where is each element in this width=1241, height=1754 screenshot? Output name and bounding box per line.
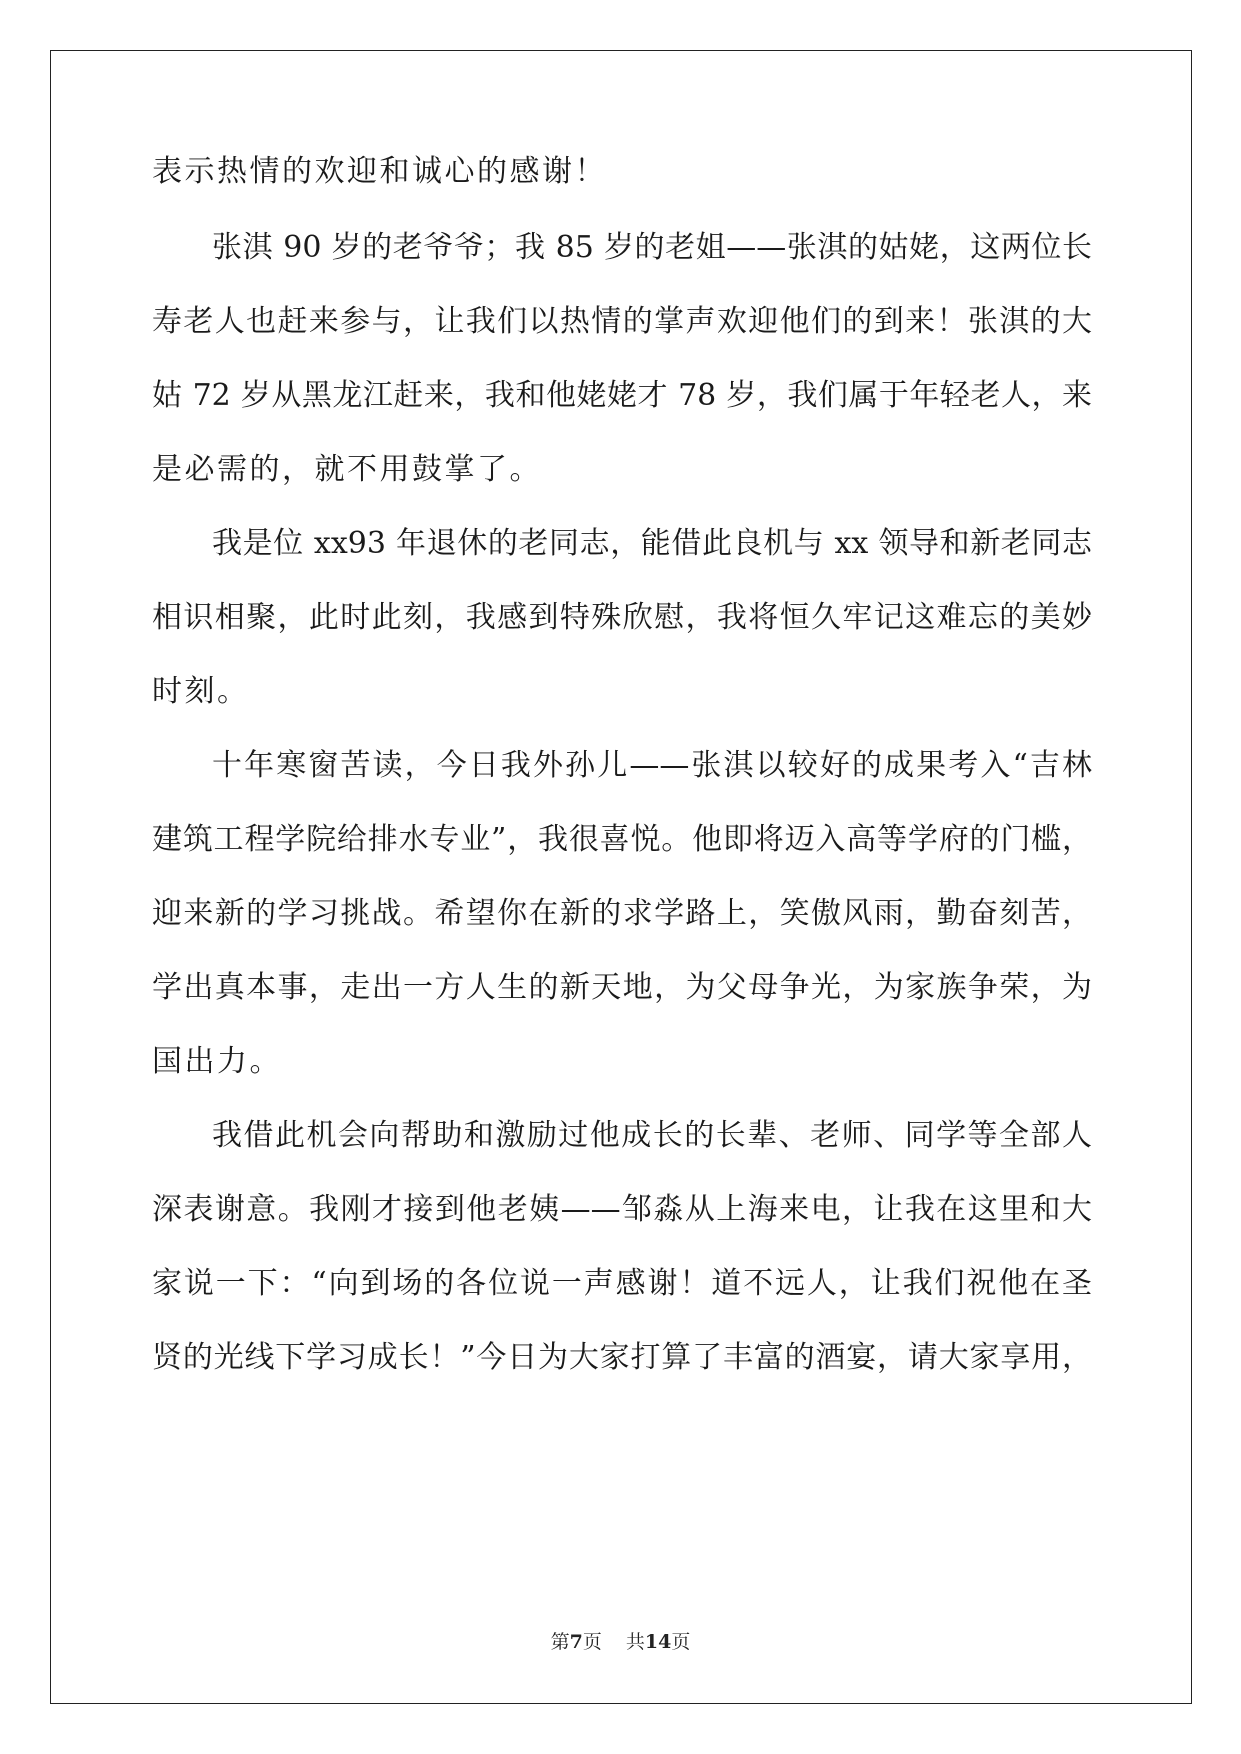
text-line: 深表谢意。我刚才接到他老姨——邹淼从上海来电，让我在这里和大 [152,1192,1092,1227]
page-footer [0,1630,1241,1654]
total-suffix: 页 [671,1631,691,1653]
text-line: 姑 72 岁从黑龙江赶来，我和他姥姥才 78 岁，我们属于年轻老人，来 [152,378,1092,413]
page-suffix: 页 [582,1631,602,1653]
text-line: 十年寒窗苦读，今日我外孙儿——张淇以较好的成果考入“吉林 [212,748,1092,783]
total-prefix: 共 [625,1631,645,1653]
text-line: 贤的光线下学习成长！”今日为大家打算了丰富的酒宴，请大家享用， [152,1340,1092,1375]
text-line: 寿老人也赶来参与，让我们以热情的掌声欢迎他们的到来！张淇的大 [152,304,1092,339]
page-frame [50,50,1192,1704]
text-line: 学出真本事，走出一方人生的新天地，为父母争光，为家族争荣，为 [152,970,1092,1005]
text-line: 建筑工程学院给排水专业”，我很喜悦。他即将迈入高等学府的门槛， [152,822,1092,857]
text-line: 我是位 xx93 年退休的老同志，能借此良机与 xx 领导和新老同志 [212,526,1092,561]
text-line: 是必需的，就不用鼓掌了。 [152,452,542,487]
text-line: 相识相聚，此时此刻，我感到特殊欣慰，我将恒久牢记这难忘的美妙 [152,600,1092,635]
text-line: 家说一下：“向到场的各位说一声感谢！道不远人，让我们祝他在圣 [152,1266,1092,1301]
text-line: 表示热情的欢迎和诚心的感谢！ [152,154,607,189]
text-line: 我借此机会向帮助和激励过他成长的长辈、老师、同学等全部人 [212,1118,1092,1153]
text-line: 时刻。 [152,674,250,709]
page-prefix: 第 [550,1631,570,1653]
page-number: 7 [569,1631,583,1653]
text-line: 国出力。 [152,1044,282,1079]
text-line: 张淇 90 岁的老爷爷；我 85 岁的老姐——张淇的姑姥，这两位长 [212,230,1092,265]
total-pages: 14 [644,1631,672,1653]
text-line: 迎来新的学习挑战。希望你在新的求学路上，笑傲风雨，勤奋刻苦， [152,896,1092,931]
